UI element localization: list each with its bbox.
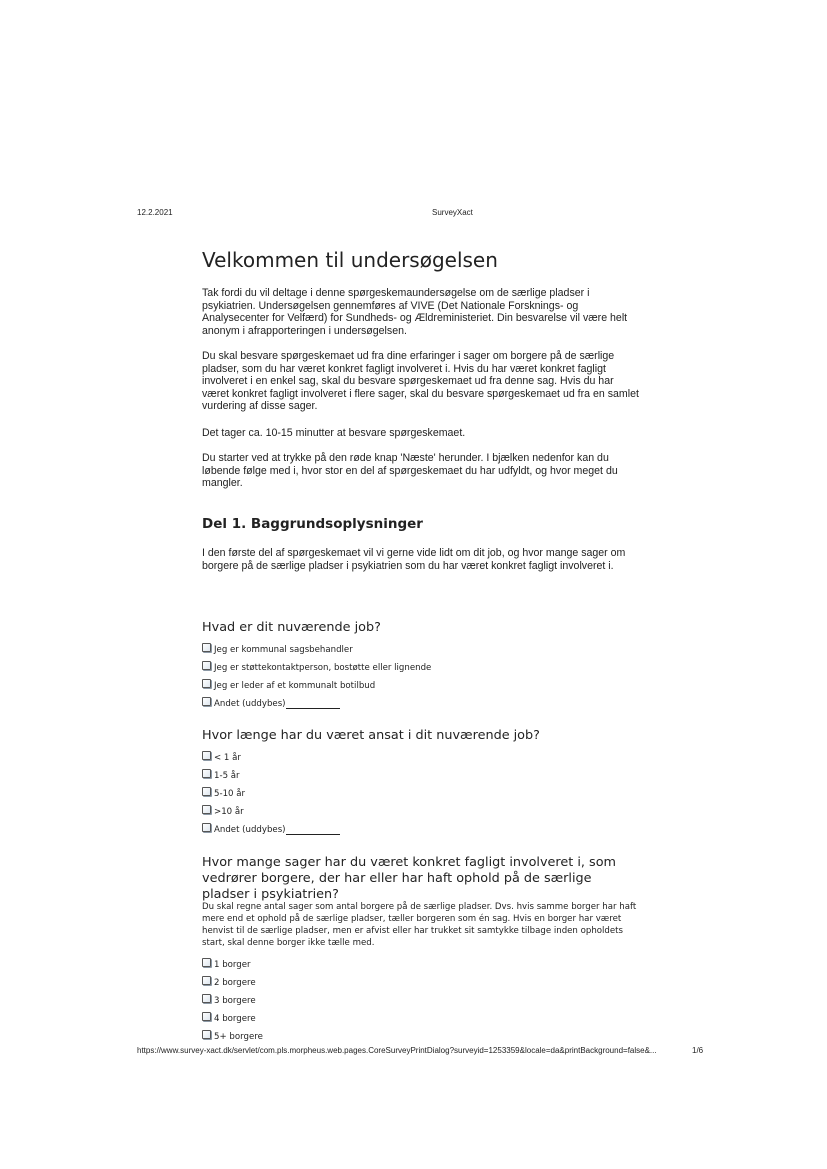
- option-label: Jeg er støttekontaktperson, bostøtte eller lignende: [214, 663, 432, 673]
- intro-paragraph-4: Du starter ved at trykke på den røde knap 'Næste' herunder. I bjælken nedenfor kan du løbende følge med i, hvor stor en del af spørgeskemaet du har udfyldt, og hvor meget du mangler.: [202, 452, 618, 490]
- checkbox[interactable]: [202, 643, 211, 652]
- checkbox[interactable]: [202, 661, 211, 670]
- option-label: 1 borger: [214, 960, 251, 970]
- options-number-of-cases: [202, 952, 263, 1042]
- checkbox[interactable]: [202, 958, 211, 967]
- checkbox[interactable]: [202, 976, 211, 985]
- print-date: 12.2.2021: [137, 208, 173, 217]
- option-2-citizens[interactable]: [202, 970, 263, 988]
- checkbox[interactable]: [202, 751, 211, 760]
- checkbox[interactable]: [202, 1030, 211, 1039]
- option-support-contact[interactable]: [202, 655, 431, 673]
- checkbox[interactable]: [202, 679, 211, 688]
- other-text-line[interactable]: [286, 699, 340, 709]
- option-more-than-10-years[interactable]: [202, 799, 340, 817]
- intro-paragraph-1: Tak fordi du vil deltage i denne spørgeskemaundersøgelse om de særlige pladser i psykiatrien. Undersøgelsen gennemføres af VIVE (Det Nationale Forsknings- og Analysecenter for Velfærd) for Sundheds- og Ældreministeriet. Din besvarelse vil være helt anonym i afrapporteringen i undersøgelsen.: [202, 287, 628, 337]
- option-label: 2 borgere: [214, 978, 256, 988]
- other-text-line[interactable]: [286, 825, 340, 835]
- intro-paragraph-2: Du skal besvare spørgeskemaet ud fra dine erfaringer i sager om borgere på de særlige pladser, som du har været konkret fagligt involveret i. Hvis du har været konkret fagligt involveret i en enkel sag, skal du besvare spørgeskemaet ud fra denne sag. Hvis du har været konkret fagligt involveret i flere sager, skal du besvare spørgeskemaet ud fra en samlet vurdering af disse sager.: [202, 350, 639, 413]
- checkbox[interactable]: [202, 805, 211, 814]
- option-other[interactable]: [202, 817, 340, 835]
- option-less-than-1-year[interactable]: [202, 745, 340, 763]
- option-municipal-caseworker[interactable]: [202, 637, 431, 655]
- option-label: Andet (uddybes): [214, 699, 286, 709]
- checkbox[interactable]: [202, 1012, 211, 1021]
- option-label: 5-10 år: [214, 789, 246, 799]
- question-description: Du skal regne antal sager som antal borgere på de særlige pladser. Dvs. hvis samme borger har haft mere end et ophold på de særlige pladser, tæller borgeren som én sag. Hvis en borger har været henvist til de særlige pladser, men er afvist eller har trukket sit samtykke tilbage inden opholdets start, skal denne borger ikke tælle med.: [202, 902, 637, 948]
- print-header-title: SurveyXact: [432, 208, 473, 217]
- option-label: 3 borgere: [214, 996, 256, 1006]
- question-current-job: Hvad er dit nuværende job?: [202, 620, 381, 635]
- option-label: Jeg er kommunal sagsbehandler: [214, 645, 353, 655]
- intro-paragraph-3: Det tager ca. 10-15 minutter at besvare spørgeskemaet.: [202, 427, 466, 439]
- option-1-5-years[interactable]: [202, 763, 340, 781]
- option-label: 5+ borgere: [214, 1032, 263, 1042]
- checkbox[interactable]: [202, 823, 211, 832]
- options-current-job: [202, 637, 431, 709]
- question-employment-duration: Hvor længe har du været ansat i dit nuværende job?: [202, 728, 540, 743]
- print-footer-url: https://www.survey-xact.dk/servlet/com.pls.morpheus.web.pages.CoreSurveyPrintDialog?surveyid=1253359&locale=da&printBackground=false&...: [137, 1046, 657, 1055]
- options-employment-duration: [202, 745, 340, 835]
- section-title: Del 1. Baggrundsoplysninger: [202, 516, 423, 532]
- option-label: 1-5 år: [214, 771, 240, 781]
- checkbox[interactable]: [202, 769, 211, 778]
- section-intro: I den første del af spørgeskemaet vil vi gerne vide lidt om dit job, og hvor mange sager om borgere på de særlige pladser i psykiatrien som du har været konkret fagligt involveret i.: [202, 547, 626, 572]
- checkbox[interactable]: [202, 994, 211, 1003]
- option-5-plus-citizens[interactable]: [202, 1024, 263, 1042]
- option-3-citizens[interactable]: [202, 988, 263, 1006]
- option-1-citizen[interactable]: [202, 952, 263, 970]
- option-label: Jeg er leder af et kommunalt botilbud: [214, 681, 376, 691]
- option-label: Andet (uddybes): [214, 825, 286, 835]
- page-number: 1/6: [692, 1046, 704, 1055]
- question-number-of-cases: Hvor mange sager har du været konkret fagligt involveret i, som vedrører borgere, der har eller har haft ophold på de særlige pladser i psykiatrien?: [202, 855, 617, 902]
- option-residential-leader[interactable]: [202, 673, 431, 691]
- option-label: < 1 år: [214, 753, 241, 763]
- option-4-citizens[interactable]: [202, 1006, 263, 1024]
- option-other[interactable]: [202, 691, 431, 709]
- checkbox[interactable]: [202, 697, 211, 706]
- option-label: 4 borgere: [214, 1014, 256, 1024]
- checkbox[interactable]: [202, 787, 211, 796]
- page-title: Velkommen til undersøgelsen: [202, 248, 498, 272]
- option-label: >10 år: [214, 807, 244, 817]
- option-5-10-years[interactable]: [202, 781, 340, 799]
